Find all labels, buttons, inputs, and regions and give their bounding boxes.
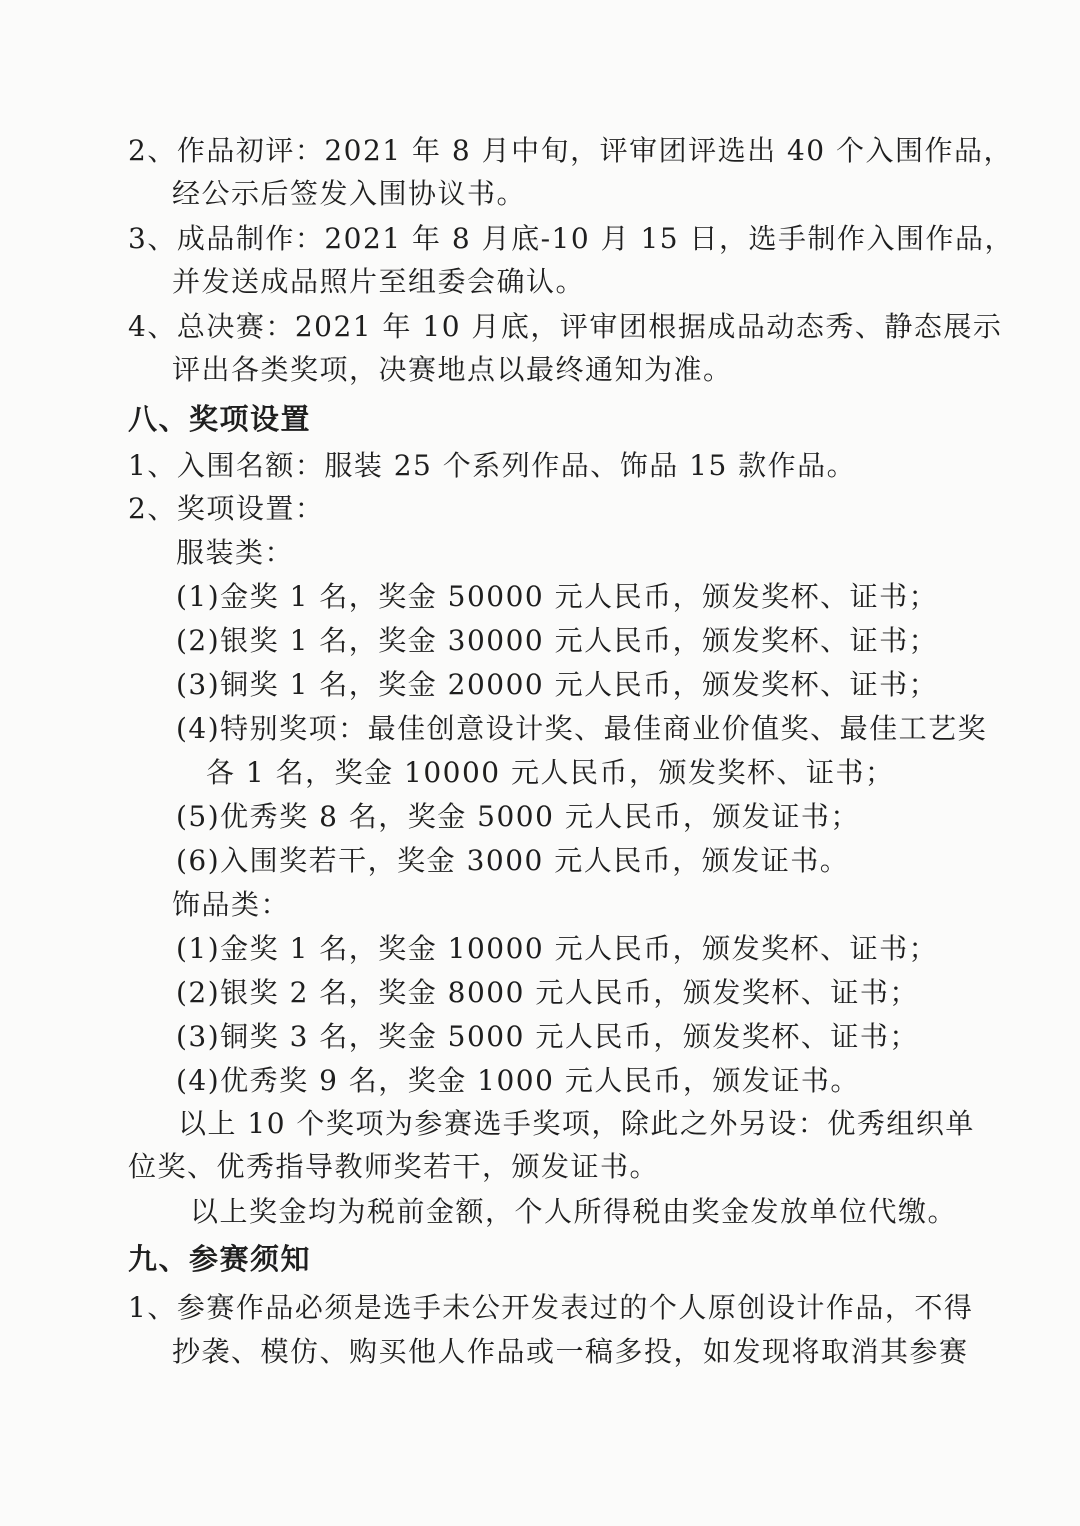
clothing-award-item-continued: 各 1 名，奖金 10000 元人民币，颁发奖杯、证书；: [206, 756, 895, 789]
schedule-item-2-line-2: 经公示后签发入围协议书。: [172, 177, 527, 210]
accessories-award-item: (1)金奖 1 名，奖金 10000 元人民币，颁发奖杯、证书；: [176, 932, 939, 965]
schedule-item-4-line-2: 评出各类奖项，决赛地点以最终通知为准。: [172, 353, 733, 386]
awards-setting-title: 2、奖项设置：: [128, 492, 325, 525]
schedule-item-3-line-2: 并发送成品照片至组委会确认。: [172, 265, 586, 298]
accessories-award-item: (3)铜奖 3 名，奖金 5000 元人民币，颁发奖杯、证书；: [176, 1020, 919, 1053]
clothing-award-item: (5)优秀奖 8 名，奖金 5000 元人民币，颁发证书；: [176, 800, 860, 833]
clothing-award-item: (3)铜奖 1 名，奖金 20000 元人民币，颁发奖杯、证书；: [176, 668, 939, 701]
awards-quota: 1、入围名额：服装 25 个系列作品、饰品 15 款作品。: [128, 449, 857, 482]
awards-note-line-1: 以上 10 个奖项为参赛选手奖项，除此之外另设：优秀组织单: [178, 1107, 975, 1140]
awards-note-line-2: 位奖、优秀指导教师奖若干，颁发证书。: [128, 1150, 660, 1183]
accessories-award-item: (2)银奖 2 名，奖金 8000 元人民币，颁发奖杯、证书；: [176, 976, 919, 1009]
notice-heading: 九、参赛须知: [128, 1242, 312, 1276]
clothing-category-title: 服装类：: [176, 536, 295, 569]
clothing-award-item: (2)银奖 1 名，奖金 30000 元人民币，颁发奖杯、证书；: [176, 624, 939, 657]
notice-item-1-line-1: 1、参赛作品必须是选手未公开发表过的个人原创设计作品，不得: [128, 1291, 974, 1324]
accessories-award-item: (4)优秀奖 9 名，奖金 1000 元人民币，颁发证书。: [176, 1064, 860, 1097]
schedule-item-2-line-1: 2、作品初评：2021 年 8 月中旬，评审团评选出 40 个入围作品，: [128, 134, 1014, 167]
schedule-item-3-line-1: 3、成品制作：2021 年 8 月底-10 月 15 日，选手制作入围作品，: [128, 222, 1015, 255]
awards-heading: 八、奖项设置: [128, 402, 312, 436]
clothing-award-item: (6)入围奖若干，奖金 3000 元人民币，颁发证书。: [176, 844, 850, 877]
schedule-item-4-line-1: 4、总决赛：2021 年 10 月底，评审团根据成品动态秀、静态展示: [128, 310, 1003, 343]
clothing-award-item: (4)特别奖项：最佳创意设计奖、最佳商业价值奖、最佳工艺奖: [176, 712, 988, 745]
awards-tax-note: 以上奖金均为税前金额，个人所得税由奖金发放单位代缴。: [190, 1195, 958, 1228]
notice-item-1-line-2: 抄袭、模仿、购买他人作品或一稿多投，如发现将取消其参赛: [172, 1335, 969, 1368]
clothing-award-item: (1)金奖 1 名，奖金 50000 元人民币，颁发奖杯、证书；: [176, 580, 939, 613]
accessories-category-title: 饰品类：: [172, 888, 291, 921]
